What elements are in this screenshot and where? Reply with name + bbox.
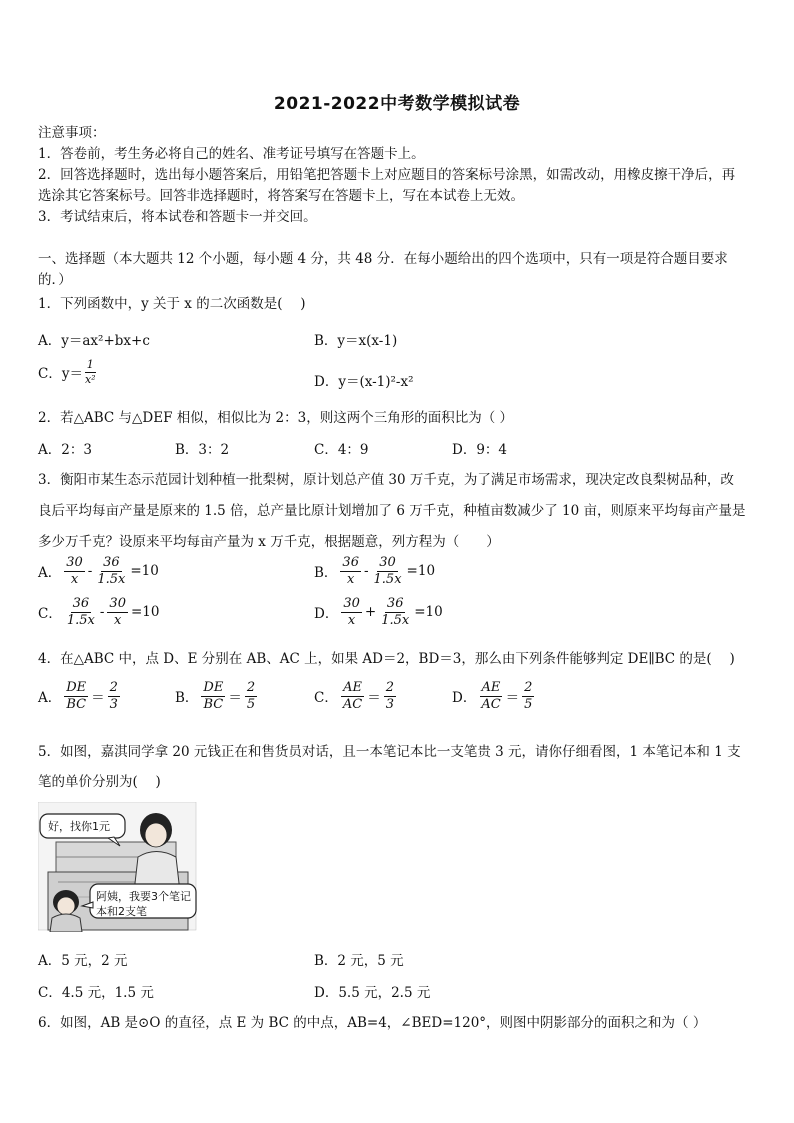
q4-a-eq: ＝ xyxy=(91,690,105,707)
q3-c-op: - xyxy=(99,604,105,621)
q4-option-d xyxy=(452,681,534,711)
q4-b-rnum: 2 xyxy=(246,680,256,695)
q3-c-num2: 30 xyxy=(109,596,126,611)
q4-c-rden: 3 xyxy=(385,696,394,712)
q4-option-b xyxy=(175,681,257,711)
notice-item-2-cont: 选涂其它答案标号。回答非选择题时，将答案写在答题卡上，写在本试卷上无效。 xyxy=(38,188,524,204)
q4-option-a xyxy=(38,681,120,711)
q3-c-den1: 1.5x xyxy=(66,612,95,628)
section-heading: 一、选择题（本大题共 12 个小题，每小题 4 分，共 48 分．在每小题给出的四个选项中，只有一项是符合题目要求 xyxy=(38,251,728,267)
q4-option-c xyxy=(314,681,396,711)
q4-b-num: DE xyxy=(203,680,224,695)
q3-d-label: D． xyxy=(314,606,339,623)
notice-heading: 注意事项： xyxy=(38,125,106,141)
q4-a-rden: 3 xyxy=(109,696,118,712)
q4-b-den: BC xyxy=(203,696,224,712)
question-4-stem: 4．在△ABC 中，点 D、E 分别在 AB、AC 上，如果 AD＝2，BD＝3，那么由下列条件能够判定 DE∥BC 的是( ) xyxy=(38,651,735,667)
q3-b-op: - xyxy=(363,563,369,580)
q1-option-d: D．y＝(x-1)²-x² xyxy=(314,374,414,390)
q3-b-label: B． xyxy=(314,565,338,582)
q1-c-numerator: 1 xyxy=(86,358,94,371)
question-2-stem: 2．若△ABC 与△DEF 相似，相似比为 2：3，则这两个三角形的面积比为（ ） xyxy=(38,410,513,426)
notice-item-2: 2．回答选择题时，选出每小题答案后，用铅笔把答题卡上对应题目的答案标号涂黑，如需改动，用橡皮擦干净后，再 xyxy=(38,167,736,183)
q4-a-label: A． xyxy=(38,690,62,707)
q4-b-rden: 5 xyxy=(246,696,256,712)
question-6-stem: 6．如图，AB 是⊙O 的直径，点 E 为 BC 的中点，AB=4，∠BED=120°，则图中阴影部分的面积之和为（ ） xyxy=(38,1015,707,1031)
q3-option-b xyxy=(314,556,435,586)
q4-a-num: DE xyxy=(66,680,87,695)
q4-d-label: D． xyxy=(452,690,477,707)
q3-option-d xyxy=(314,597,443,627)
q3-d-rhs: =10 xyxy=(414,604,443,621)
q4-a-rnum: 2 xyxy=(109,680,118,695)
q4-c-label: C． xyxy=(314,690,338,707)
q3-a-label: A． xyxy=(38,565,62,582)
q3-b-rhs: =10 xyxy=(406,563,436,580)
page-title: 2021-2022中考数学模拟试卷 xyxy=(273,94,521,114)
q4-c-num: AE xyxy=(343,680,362,695)
shop-dialogue-illustration xyxy=(38,802,198,932)
q1-option-b: B．y＝x(x-1) xyxy=(314,333,398,349)
q3-d-op: + xyxy=(364,604,377,621)
q1-option-c xyxy=(38,359,98,385)
bubble-bottom-text-1: 阿姨，我要3个笔记 xyxy=(96,890,191,903)
q4-d-rnum: 2 xyxy=(524,680,533,695)
q1-option-c-fraction xyxy=(83,359,98,385)
q5-option-d: D．5.5 元，2.5 元 xyxy=(314,985,431,1001)
q3-b-den2: 1.5x xyxy=(373,571,402,587)
q3-option-a xyxy=(38,556,159,586)
bubble-bottom-text-2: 本和2支笔 xyxy=(96,905,147,918)
q2-option-b: B．3：2 xyxy=(175,442,230,458)
q5-option-b: B．2 元，5 元 xyxy=(314,953,404,969)
q3-a-rhs: =10 xyxy=(130,563,159,580)
question-3-line-2: 良后平均每亩产量是原来的 1.5 倍，总产量比原计划增加了 6 万千克，种植亩数减少了 10 亩，则原来平均每亩产量是 xyxy=(38,503,746,519)
q3-option-c xyxy=(38,597,159,627)
section-heading-cont: 的．） xyxy=(38,272,72,288)
q2-option-a: A．2：3 xyxy=(38,442,92,458)
q4-b-eq: ＝ xyxy=(228,690,242,707)
question-3-line-1: 3．衡阳市某生态示范园计划种植一批梨树，原计划总产值 30 万千克，为了满足市场需求，现决定改良梨树品种，改 xyxy=(38,472,734,488)
q3-b-num1: 36 xyxy=(342,555,359,570)
q3-c-rhs: =10 xyxy=(130,604,160,621)
q4-d-num: AE xyxy=(481,680,501,695)
q3-d-den1: x xyxy=(347,612,356,628)
q4-b-label: B． xyxy=(175,690,199,707)
q4-c-den: AC xyxy=(342,696,363,712)
q4-d-den: AC xyxy=(481,696,501,712)
q3-a-op: - xyxy=(87,563,93,580)
q3-b-den1: x xyxy=(347,571,355,587)
q3-d-num2: 36 xyxy=(386,596,404,611)
q4-d-eq: ＝ xyxy=(505,690,520,707)
q3-c-label: C． xyxy=(38,606,62,623)
notice-item-3: 3．考试结束后，将本试卷和答题卡一并交回。 xyxy=(38,209,317,225)
q3-c-den2: x xyxy=(114,612,122,628)
question-1-stem: 1．下列函数中，y 关于 x 的二次函数是( ) xyxy=(38,296,306,312)
q3-c-num1: 36 xyxy=(72,596,90,611)
question-5-line-2: 笔的单价分别为( ) xyxy=(38,774,161,790)
question-3-line-3: 多少万千克？设原来平均每亩产量为 x 万千克，根据题意，列方程为（ ） xyxy=(38,534,500,550)
q2-option-c: C．4：9 xyxy=(314,442,369,458)
q4-a-den: BC xyxy=(66,696,87,712)
question-5-line-1: 5．如图，嘉淇同学拿 20 元钱正在和售货员对话，且一本笔记本比一支笔贵 3 元，请你仔细看图，1 本笔记本和 1 支 xyxy=(38,744,741,760)
q4-d-rden: 5 xyxy=(524,696,533,712)
q3-a-num2: 36 xyxy=(103,555,120,570)
q1-c-denominator: x² xyxy=(84,372,96,386)
q5-option-a: A．5 元，2 元 xyxy=(38,953,128,969)
q5-option-c: C．4.5 元，1.5 元 xyxy=(38,985,154,1001)
q4-c-eq: ＝ xyxy=(367,690,381,707)
q2-option-d: D．9：4 xyxy=(452,442,508,458)
q1-option-a: A．y＝ax²+bx+c xyxy=(38,333,150,349)
bubble-top-text: 好，找你1元 xyxy=(48,820,110,833)
q3-b-num2: 30 xyxy=(379,555,396,570)
q3-a-den2: 1.5x xyxy=(97,571,126,587)
q1-option-c-prefix: C．y＝ xyxy=(38,366,83,383)
q3-a-den1: x xyxy=(70,571,79,587)
notice-item-1: 1．答卷前，考生务必将自己的姓名、准考证号填写在答题卡上。 xyxy=(38,146,425,162)
q3-d-den2: 1.5x xyxy=(381,612,410,628)
q4-c-rnum: 2 xyxy=(385,680,394,695)
q3-a-num1: 30 xyxy=(66,555,83,570)
q3-d-num1: 30 xyxy=(343,596,360,611)
